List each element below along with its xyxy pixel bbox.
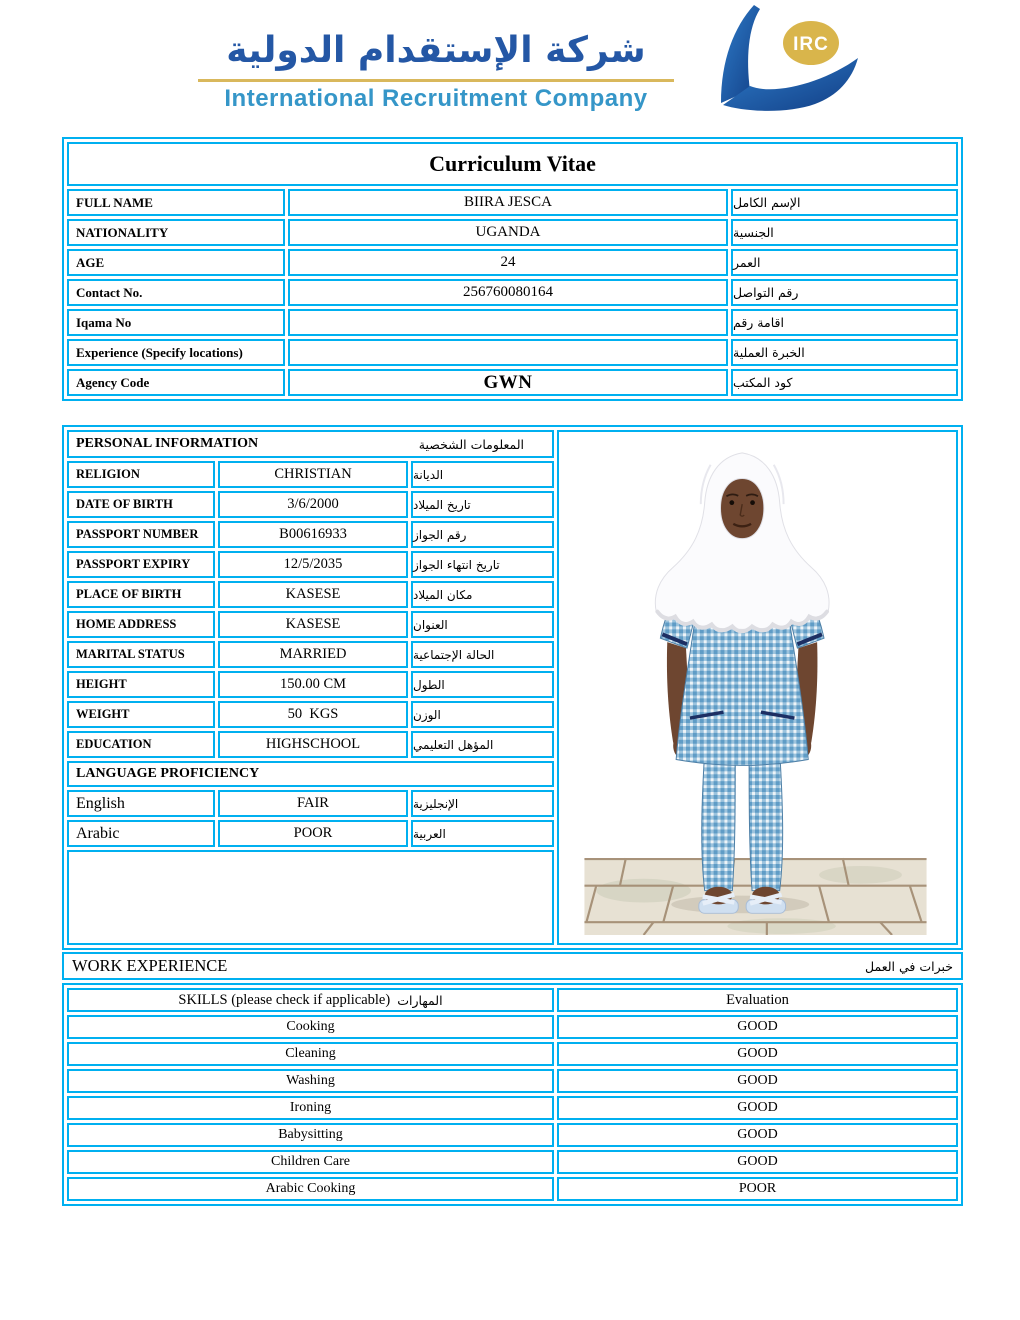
field-value: CHRISTIAN bbox=[218, 461, 408, 488]
field-value bbox=[288, 339, 728, 366]
field-arabic-label: مكان الميلاد bbox=[411, 581, 554, 608]
skill-evaluation: GOOD bbox=[557, 1015, 958, 1039]
skill-name: Arabic Cooking bbox=[67, 1177, 554, 1201]
field-row-iqama-no bbox=[67, 309, 958, 336]
field-value: UGANDA bbox=[288, 219, 728, 246]
language-row-arabic bbox=[67, 820, 554, 847]
field-arabic-label: تاريخ انتهاء الجواز bbox=[411, 551, 554, 578]
evaluation-header: Evaluation bbox=[557, 988, 958, 1012]
field-arabic-label: اقامة رقم bbox=[731, 309, 958, 336]
field-value: GWN bbox=[288, 369, 728, 396]
field-arabic-label: الجنسية bbox=[731, 219, 958, 246]
personal-info-header bbox=[67, 430, 554, 458]
field-row-home-address bbox=[67, 611, 554, 638]
work-experience-title: WORK EXPERIENCE bbox=[72, 956, 228, 975]
field-row-passport-number bbox=[67, 521, 554, 548]
company-name-english: International Recruitment Company bbox=[224, 85, 648, 112]
field-label: Experience (Specify locations) bbox=[67, 339, 285, 366]
candidate-photo bbox=[557, 430, 958, 945]
skill-name: Children Care bbox=[67, 1150, 554, 1174]
skill-evaluation: POOR bbox=[557, 1177, 958, 1201]
skills-header-text: SKILLS (please check if applicable) bbox=[178, 991, 391, 1008]
field-arabic-label: رقم التواصل bbox=[731, 279, 958, 306]
field-row-full-name bbox=[67, 189, 958, 216]
field-value: 3/6/2000 bbox=[218, 491, 408, 518]
field-label: HEIGHT bbox=[67, 671, 215, 698]
personal-info-table bbox=[67, 430, 554, 945]
language-label: English bbox=[67, 790, 215, 817]
language-row-english bbox=[67, 790, 554, 817]
language-section-title: LANGUAGE PROFICIENCY bbox=[67, 761, 554, 787]
field-arabic-label: الطول bbox=[411, 671, 554, 698]
skill-name: Washing bbox=[67, 1069, 554, 1093]
field-label: PASSPORT EXPIRY bbox=[67, 551, 215, 578]
language-label: Arabic bbox=[67, 820, 215, 847]
field-label: Contact No. bbox=[67, 279, 285, 306]
field-label: HOME ADDRESS bbox=[67, 611, 215, 638]
skill-row-children-care bbox=[67, 1150, 958, 1174]
field-row-weight bbox=[67, 701, 554, 728]
skill-evaluation: GOOD bbox=[557, 1123, 958, 1147]
field-value: 12/5/2035 bbox=[218, 551, 408, 578]
field-arabic-label: الإسم الكامل bbox=[731, 189, 958, 216]
field-row-contact-no bbox=[67, 279, 958, 306]
field-row-place-of-birth bbox=[67, 581, 554, 608]
field-label: MARITAL STATUS bbox=[67, 641, 215, 668]
field-label: FULL NAME bbox=[67, 189, 285, 216]
skill-evaluation: GOOD bbox=[557, 1150, 958, 1174]
field-value: 50 KGS bbox=[218, 701, 408, 728]
field-row-marital-status bbox=[67, 641, 554, 668]
logo-irc-text: IRC bbox=[793, 34, 829, 55]
field-value: BIIRA JESCA bbox=[288, 189, 728, 216]
skills-table bbox=[62, 983, 963, 1206]
skill-row-cooking bbox=[67, 1015, 958, 1039]
field-arabic-label: رقم الجواز bbox=[411, 521, 554, 548]
skill-name: Babysitting bbox=[67, 1123, 554, 1147]
field-label: AGE bbox=[67, 249, 285, 276]
company-name-arabic: شركة الإستقدام الدولية bbox=[226, 30, 646, 71]
skill-name: Cleaning bbox=[67, 1042, 554, 1066]
language-arabic-label: الإنجليزية bbox=[411, 790, 554, 817]
field-row-height bbox=[67, 671, 554, 698]
skill-evaluation: GOOD bbox=[557, 1096, 958, 1120]
field-arabic-label: الديانة bbox=[411, 461, 554, 488]
field-label: NATIONALITY bbox=[67, 219, 285, 246]
company-name-block bbox=[192, 24, 680, 113]
skill-row-babysitting bbox=[67, 1123, 958, 1147]
field-value: B00616933 bbox=[218, 521, 408, 548]
company-header bbox=[0, 0, 1020, 132]
field-row-education bbox=[67, 731, 554, 758]
gold-divider bbox=[198, 79, 674, 82]
skill-name: Ironing bbox=[67, 1096, 554, 1120]
field-value: 150.00 CM bbox=[218, 671, 408, 698]
work-experience-title-arabic: خبرات في العمل bbox=[865, 958, 953, 974]
field-label: PLACE OF BIRTH bbox=[67, 581, 215, 608]
skill-row-ironing bbox=[67, 1096, 958, 1120]
field-value bbox=[288, 309, 728, 336]
field-label: RELIGION bbox=[67, 461, 215, 488]
field-row-passport-expiry bbox=[67, 551, 554, 578]
candidate-photo-figure bbox=[583, 445, 928, 935]
skill-row-arabic-cooking bbox=[67, 1177, 958, 1201]
skill-evaluation: GOOD bbox=[557, 1042, 958, 1066]
field-label: WEIGHT bbox=[67, 701, 215, 728]
skill-row-washing bbox=[67, 1069, 958, 1093]
field-row-religion bbox=[67, 461, 554, 488]
field-value: KASESE bbox=[218, 611, 408, 638]
field-label: Agency Code bbox=[67, 369, 285, 396]
field-arabic-label: الحالة الإجتماعية bbox=[411, 641, 554, 668]
field-row-experience bbox=[67, 339, 958, 366]
field-label: PASSPORT NUMBER bbox=[67, 521, 215, 548]
cv-summary-table bbox=[62, 137, 963, 401]
skills-header-row bbox=[67, 988, 958, 1012]
field-row-date-of-birth bbox=[67, 491, 554, 518]
cv-title: Curriculum Vitae bbox=[67, 142, 958, 186]
field-arabic-label: تاريخ الميلاد bbox=[411, 491, 554, 518]
field-arabic-label: الوزن bbox=[411, 701, 554, 728]
language-level: POOR bbox=[218, 820, 408, 847]
field-value: 24 bbox=[288, 249, 728, 276]
work-experience-bar bbox=[62, 952, 963, 980]
field-value: HIGHSCHOOL bbox=[218, 731, 408, 758]
language-level: FAIR bbox=[218, 790, 408, 817]
field-row-nationality bbox=[67, 219, 958, 246]
field-label: EDUCATION bbox=[67, 731, 215, 758]
field-value: KASESE bbox=[218, 581, 408, 608]
field-arabic-label: الخبرة العملية bbox=[731, 339, 958, 366]
field-arabic-label: العنوان bbox=[411, 611, 554, 638]
field-arabic-label: المؤهل التعليمي bbox=[411, 731, 554, 758]
field-arabic-label: كود المكتب bbox=[731, 369, 958, 396]
field-value: 256760080164 bbox=[288, 279, 728, 306]
skill-evaluation: GOOD bbox=[557, 1069, 958, 1093]
skills-header bbox=[67, 988, 554, 1012]
field-row-agency-code bbox=[67, 369, 958, 396]
section-title: PERSONAL INFORMATION bbox=[76, 436, 259, 451]
skill-name: Cooking bbox=[67, 1015, 554, 1039]
field-label: Iqama No bbox=[67, 309, 285, 336]
field-value: MARRIED bbox=[218, 641, 408, 668]
language-arabic-label: العربية bbox=[411, 820, 554, 847]
personal-info-section bbox=[62, 425, 963, 950]
field-row-age bbox=[67, 249, 958, 276]
section-title-arabic: المعلومات الشخصية bbox=[418, 436, 524, 452]
field-arabic-label: العمر bbox=[731, 249, 958, 276]
company-logo-icon bbox=[697, 2, 865, 124]
skills-header-arabic: المهارات bbox=[397, 992, 443, 1008]
skill-row-cleaning bbox=[67, 1042, 958, 1066]
field-label: DATE OF BIRTH bbox=[67, 491, 215, 518]
empty-notes-box bbox=[67, 850, 554, 945]
